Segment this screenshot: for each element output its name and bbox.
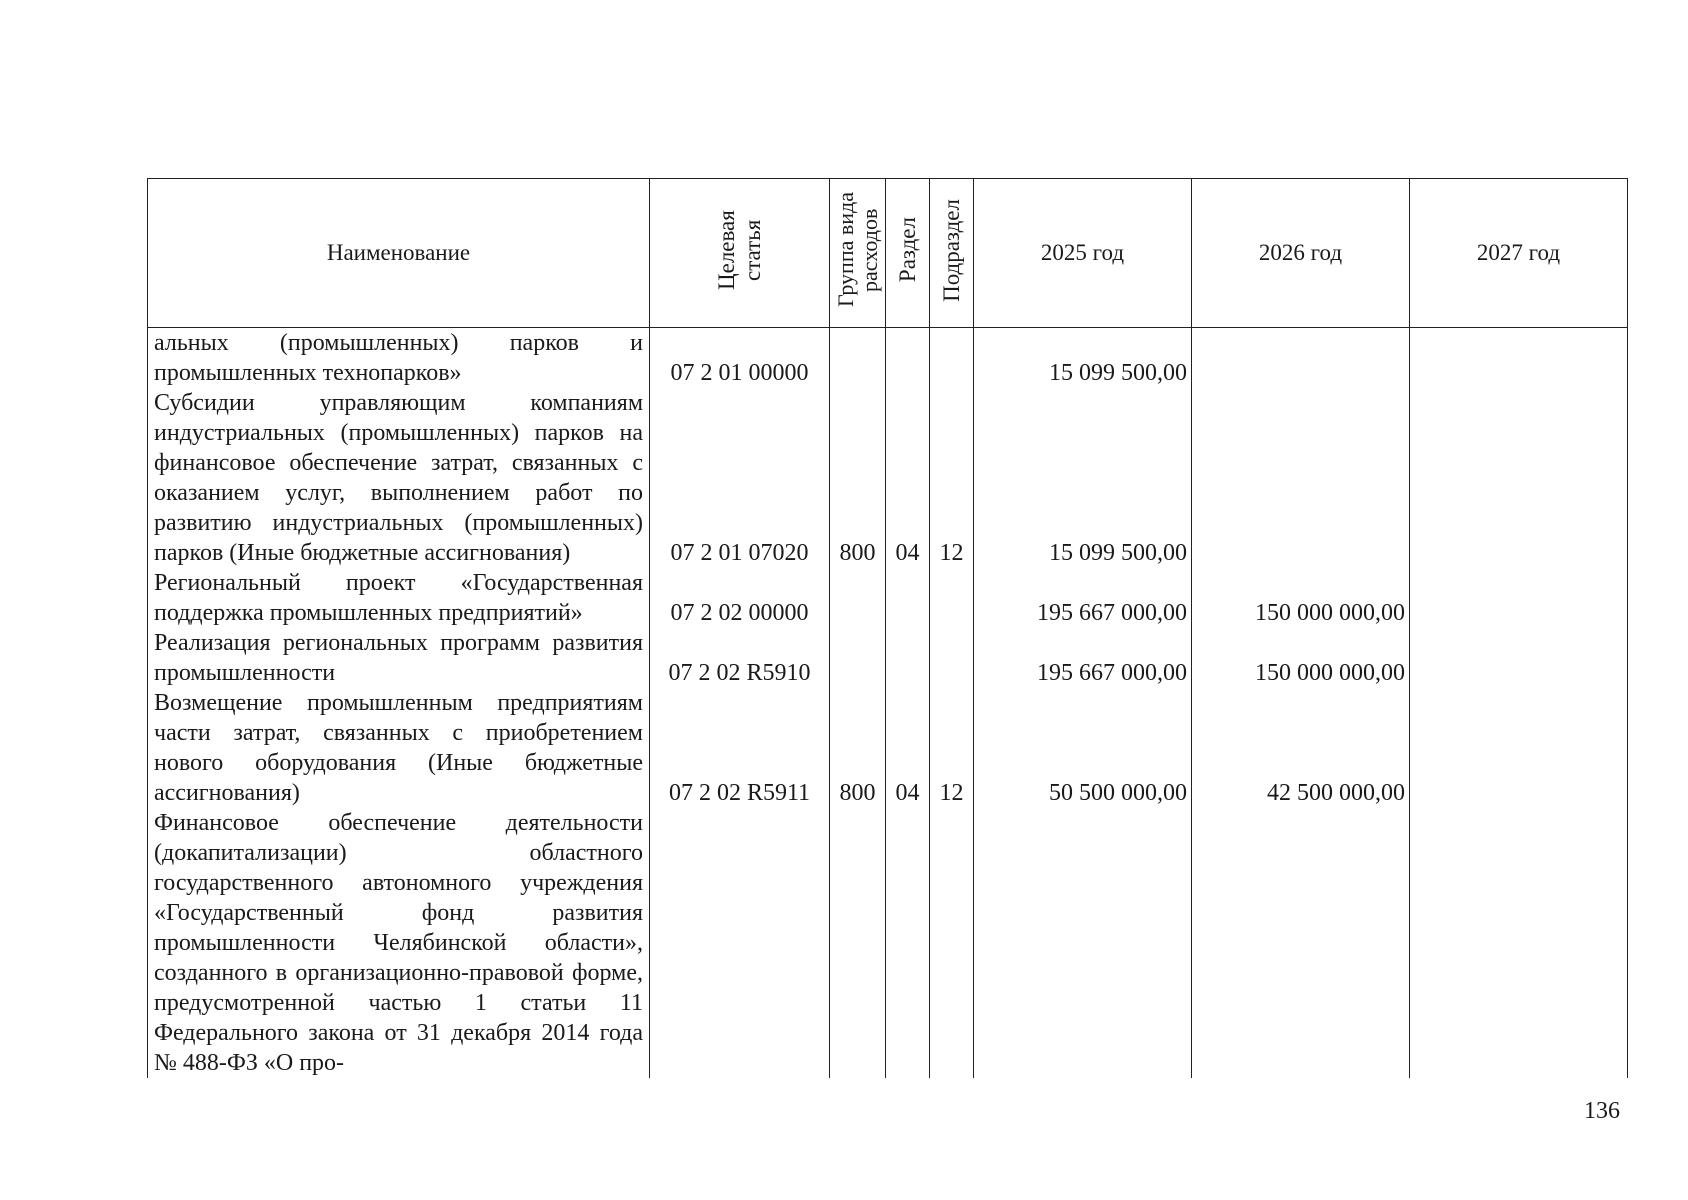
budget-table [147, 178, 1628, 1078]
row-name: альных (промышленных) парков и промышленных технопарков» [148, 328, 650, 389]
row-subsection: 12 [930, 388, 974, 568]
row-subsection [930, 568, 974, 628]
row-group: 800 [830, 688, 886, 808]
row-group [830, 568, 886, 628]
row-subsection [930, 328, 974, 389]
row-section [886, 328, 930, 389]
row-section [886, 808, 930, 1078]
row-subsection [930, 628, 974, 688]
table-row [148, 628, 1628, 688]
row-2025: 195 667 000,00 [974, 568, 1192, 628]
row-subsection: 12 [930, 688, 974, 808]
table-row [148, 808, 1628, 1078]
row-group [830, 328, 886, 389]
row-group [830, 808, 886, 1078]
row-2027 [1410, 628, 1628, 688]
row-code: 07 2 01 00000 [650, 328, 830, 389]
table-row [148, 568, 1628, 628]
row-2025 [974, 808, 1192, 1078]
row-name: Субсидии управляющим компаниям индустриальных (промышленных) парков на финансовое обеспечение затрат, связанных с оказанием услуг, выполнением работ по развитию индустриальных (промышленных) парков (Иные бюджетные ассигнования) [148, 388, 650, 568]
row-2027 [1410, 808, 1628, 1078]
row-2025: 195 667 000,00 [974, 628, 1192, 688]
row-group [830, 628, 886, 688]
row-section: 04 [886, 688, 930, 808]
header-section: Раздел [886, 179, 930, 328]
page-number: 136 [1584, 1098, 1620, 1124]
row-2025: 15 099 500,00 [974, 388, 1192, 568]
table-row [148, 328, 1628, 389]
row-section: 04 [886, 388, 930, 568]
row-2027 [1410, 328, 1628, 389]
header-target-article: Целевая статья [650, 179, 830, 328]
row-2026: 42 500 000,00 [1192, 688, 1410, 808]
row-2027 [1410, 688, 1628, 808]
row-2026: 150 000 000,00 [1192, 628, 1410, 688]
table-row [148, 388, 1628, 568]
header-expense-group: Группа вида расходов [830, 179, 886, 328]
row-name: Реализация региональных программ развития промышленности [148, 628, 650, 688]
header-subsection: Подраздел [930, 179, 974, 328]
row-2026 [1192, 328, 1410, 389]
row-code: 07 2 02 00000 [650, 568, 830, 628]
table-row [148, 688, 1628, 808]
row-section [886, 628, 930, 688]
header-row [148, 179, 1628, 328]
row-2026: 150 000 000,00 [1192, 568, 1410, 628]
row-2025: 50 500 000,00 [974, 688, 1192, 808]
header-2027: 2027 год [1410, 179, 1628, 328]
header-2025: 2025 год [974, 179, 1192, 328]
row-2026 [1192, 808, 1410, 1078]
row-code: 07 2 01 07020 [650, 388, 830, 568]
row-2025: 15 099 500,00 [974, 328, 1192, 389]
row-code [650, 808, 830, 1078]
row-section [886, 568, 930, 628]
header-name: Наименование [148, 179, 650, 328]
row-2027 [1410, 568, 1628, 628]
row-code: 07 2 02 R5911 [650, 688, 830, 808]
row-group: 800 [830, 388, 886, 568]
row-2027 [1410, 388, 1628, 568]
row-2026 [1192, 388, 1410, 568]
row-subsection [930, 808, 974, 1078]
row-code: 07 2 02 R5910 [650, 628, 830, 688]
header-2026: 2026 год [1192, 179, 1410, 328]
row-name: Финансовое обеспечение деятельности (докапитализации) областного государственного автономного учреждения «Государственный фонд развития промышленности Челябинской области», созданного в организационно-правовой форме, предусмотренной частью 1 статьи 11 Федерального закона от 31 декабря 2014 года № 488-ФЗ «О про- [148, 808, 650, 1078]
row-name: Региональный проект «Государственная поддержка промышленных предприятий» [148, 568, 650, 628]
row-name: Возмещение промышленным предприятиям части затрат, связанных с приобретением нового оборудования (Иные бюджетные ассигнования) [148, 688, 650, 808]
